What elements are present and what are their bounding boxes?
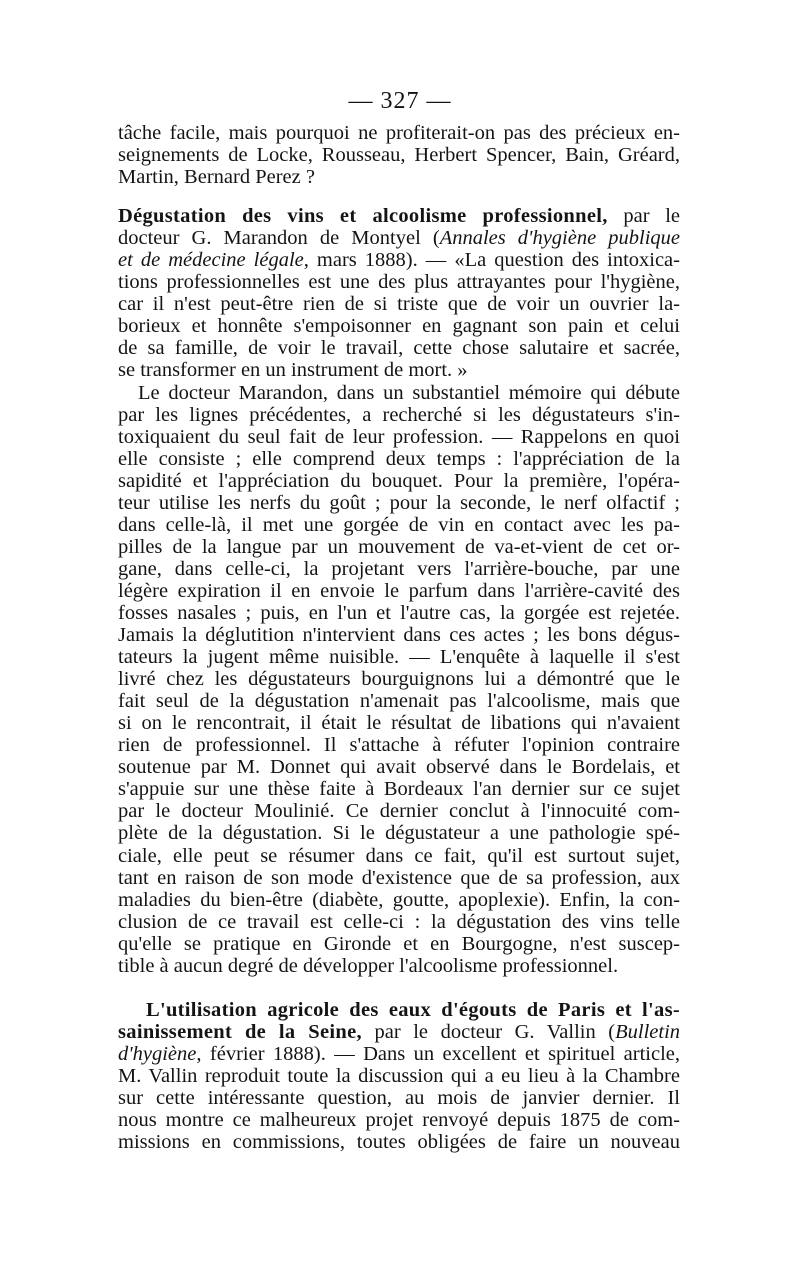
text-line: tant en raison de son mode d'existence que de sa profession, aux [118, 866, 680, 889]
text-line: plète de la dégustation. Si le dégustateur a une pathologie spé- [118, 822, 680, 845]
text-line: si on le rencontrait, il était le résultat de libations qui n'avaient [118, 712, 680, 735]
text-fragment: par le [607, 205, 680, 228]
text-line: tions professionnelles est une des plus attrayantes pour l'hygiène, [118, 271, 680, 294]
text-line: gane, dans celle-ci, la projetant vers l'arrière-bouche, par une [118, 557, 680, 580]
review-body-marandon [118, 382, 680, 977]
text-line: tible à aucun degré de développer l'alcoolisme professionnel. [118, 954, 619, 977]
text-line: dans celle-là, il met une gorgée de vin en contact avec les pa- [118, 513, 680, 536]
text-line: fait seul de la dégustation n'amenait pas l'alcoolisme, mais que [118, 690, 680, 713]
text-line: elle consiste ; elle comprend deux temps : l'appréciation de la [118, 447, 680, 470]
journal-title: et de médecine légale [118, 249, 304, 272]
text-line: rien de professionnel. Il s'attache à réfuter l'opinion contraire [118, 734, 680, 757]
review-eaux-egouts [118, 999, 680, 1153]
text-line [118, 227, 680, 249]
text-line: s'appuie sur une thèse faite à Bordeaux l'an dernier sur ce sujet [118, 778, 680, 801]
paragraph-intro-continuation [118, 122, 680, 188]
text-line: pilles de la langue par un mouvement de va-et-vient de cet or- [118, 535, 680, 558]
review-heading-egouts-cont: sainissement de la Seine, [118, 1020, 362, 1043]
text-line: se transformer en un instrument de mort. » [118, 359, 468, 382]
text-line: qu'elle se pratique en Gironde et en Bourgogne, n'est suscep- [118, 932, 680, 955]
text-line: clusion de ce travail est celle-ci : la dégustation des vins telle [118, 910, 680, 933]
text-line: ciale, elle peut se résumer dans ce fait, qu'il est surtout sujet, [118, 844, 680, 867]
text-line: nous montre ce malheureux projet renvoyé depuis 1875 de com- [118, 1109, 680, 1132]
text-line: fosses nasales ; puis, en l'un et l'autre cas, la gorgée est rejetée. [118, 601, 680, 624]
text-line: missions en commissions, toutes obligées de faire un nouveau [118, 1131, 680, 1154]
text-line: tâche facile, mais pourquoi ne profiterait-on pas des précieux en- [118, 122, 680, 144]
text-line: toxiquaient du seul fait de leur profession. — Rappelons en quoi [118, 425, 680, 448]
paragraph-spacer [118, 188, 680, 205]
journal-title: Annales d'hygiène publique [439, 227, 680, 250]
page-text [118, 122, 680, 1153]
paragraph-spacer [118, 977, 680, 999]
text-line [118, 1043, 680, 1065]
review-heading-egouts: L'utilisation agricole des eaux d'égouts de Paris et l'as- [146, 998, 680, 1021]
text-line: car il n'est peut-être rien de si triste que de voir un ouvrier la- [118, 293, 680, 316]
text-line: Martin, Bernard Perez ? [118, 166, 315, 189]
text-line [118, 999, 680, 1021]
text-line: de sa famille, de voir le travail, cette chose salutaire et sacrée, [118, 337, 680, 360]
text-line: par les lignes précédentes, a recherché si les dégustateurs s'in- [118, 403, 680, 426]
text-line [118, 205, 680, 227]
review-heading-degustation: Dégustation des vins et alcoolisme professionnel, [118, 205, 608, 228]
text-fragment: docteur G. Marandon de Montyel ( [118, 227, 440, 250]
text-line: soutenue par M. Donnet qui avait observé dans le Bordelais, et [118, 756, 680, 779]
review-degustation [118, 205, 680, 381]
journal-title: d'hygiène [118, 1042, 197, 1065]
page-number: — 327 — [348, 88, 452, 114]
text-line: tateurs la jugent même nuisible. — L'enquête à laquelle il s'est [118, 646, 680, 669]
text-line: légère expiration il en envoie le parfum dans l'arrière-cavité des [118, 579, 680, 602]
text-line: sapidité et l'appréciation du bouquet. Pour la première, l'opéra- [118, 469, 680, 492]
text-line: livré chez les dégustateurs bourguignons lui a démontré que le [118, 668, 680, 691]
text-line: borieux et honnête s'empoisonner en gagnant son pain et celui [118, 315, 680, 338]
text-fragment: , mars 1888). — «La question des intoxica- [303, 249, 680, 272]
text-line: seignements de Locke, Rousseau, Herbert Spencer, Bain, Gréard, [118, 144, 680, 167]
text-line: teur utilise les nerfs du goût ; pour la seconde, le nerf olfactif ; [118, 491, 680, 514]
text-line: maladies du bien-être (diabète, goutte, apoplexie). Enfin, la con- [118, 888, 680, 911]
text-fragment: , février 1888). — Dans un excellent et spirituel article, [196, 1042, 680, 1065]
text-line: M. Vallin reproduit toute la discussion qui a eu lieu à la Chambre [118, 1064, 680, 1087]
text-fragment: par le docteur G. Vallin ( [361, 1020, 616, 1043]
text-line [118, 1021, 680, 1043]
text-line: Jamais la déglutition n'intervient dans ces actes ; les bons dégus- [118, 624, 680, 647]
text-line: sur cette intéressante question, au mois de janvier dernier. Il [118, 1086, 680, 1109]
journal-title: Bulletin [615, 1020, 680, 1043]
text-line: par le docteur Moulinié. Ce dernier conclut à l'innocuité com- [118, 800, 680, 823]
text-line [118, 249, 680, 271]
text-line: Le docteur Marandon, dans un substantiel mémoire qui débute [138, 381, 680, 404]
